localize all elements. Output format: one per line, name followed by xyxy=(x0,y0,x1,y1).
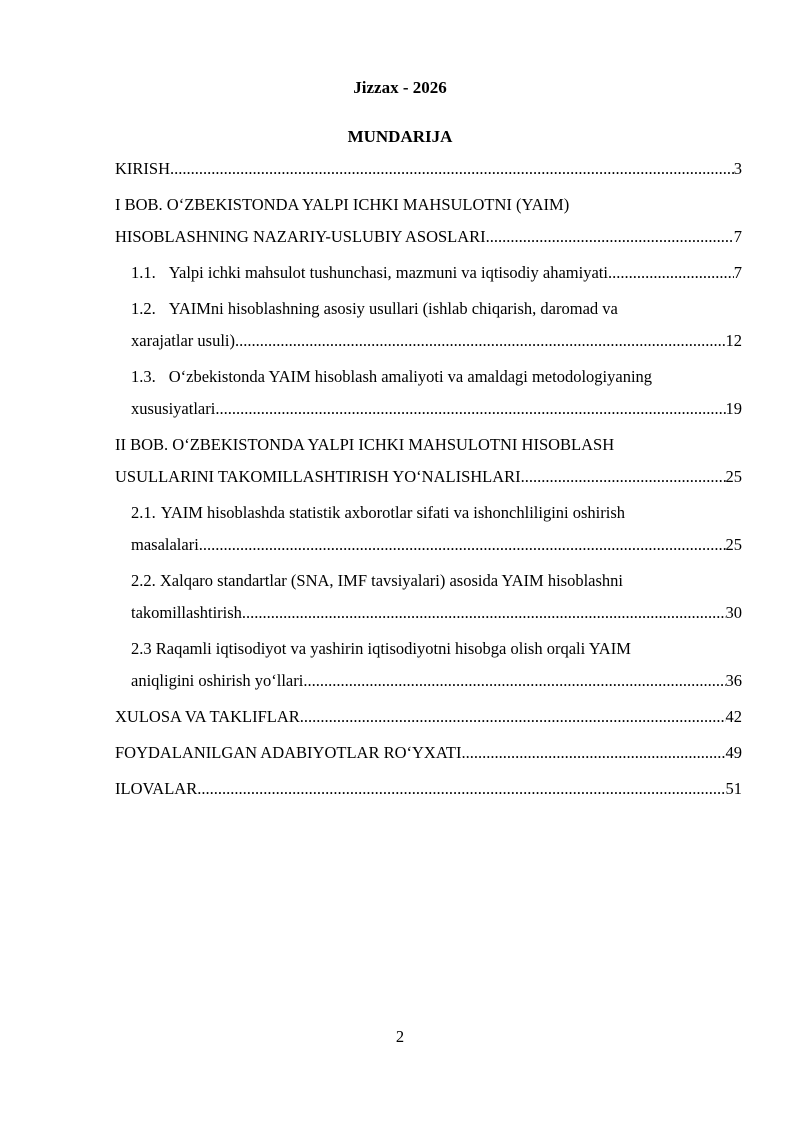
toc-entry-title: FOYDALANILGAN ADABIYOTLAR RO‘YXATI xyxy=(115,743,462,762)
toc-entry-section-2-3[interactable] xyxy=(115,633,742,697)
toc-entry-section-1-1[interactable] xyxy=(115,257,742,289)
dot-leader xyxy=(608,257,734,289)
section-number: 2.1. xyxy=(131,503,156,522)
dot-leader xyxy=(199,529,726,561)
dot-leader xyxy=(486,221,734,253)
dot-leader xyxy=(303,665,725,697)
toc-entry-title: KIRISH xyxy=(115,159,171,178)
toc-entry-title-cont: USULLARINI TAKOMILLASHTIRISH YO‘NALISHLARI xyxy=(115,467,521,486)
toc-page-number: 30 xyxy=(725,603,742,622)
toc-entry-section-2-2[interactable] xyxy=(115,565,742,629)
toc-page-number: 25 xyxy=(725,467,742,486)
dot-leader xyxy=(300,701,726,733)
toc-page-number: 36 xyxy=(725,671,742,690)
toc-entry-section-1-3[interactable] xyxy=(115,361,742,425)
dot-leader xyxy=(242,597,726,629)
toc-entry-title-cont: xususiyatlari xyxy=(131,399,216,418)
toc-page-number: 3 xyxy=(733,159,742,178)
toc-page-number: 25 xyxy=(725,535,742,554)
toc-entry-title-cont: HISOBLASHNING NAZARIY-USLUBIY ASOSLARI xyxy=(115,227,486,246)
toc-entry-ilovalar[interactable] xyxy=(115,773,742,805)
toc-page-number: 19 xyxy=(725,399,742,418)
toc-entry-title: 2.3 Raqamli iqtisodiyot va yashirin iqtisodiyotni hisobga olish orqali YAIM xyxy=(131,639,631,658)
toc-page-number: 51 xyxy=(725,779,742,798)
table-of-contents xyxy=(115,153,742,805)
toc-entry-title: 2.2. Xalqaro standartlar (SNA, IMF tavsiyalari) asosida YAIM hisoblashni xyxy=(131,571,624,590)
city-year-heading: Jizzax - 2026 xyxy=(353,78,447,97)
toc-entry-chapter-1[interactable] xyxy=(115,189,742,253)
toc-entry-title: YAIM hisoblashda statistik axborotlar sifati va ishonchliligini oshirish xyxy=(160,503,625,522)
toc-entry-section-1-2[interactable] xyxy=(115,293,742,357)
toc-entry-kirish[interactable] xyxy=(115,153,742,185)
toc-entry-title: Yalpi ichki mahsulot tushunchasi, mazmuni va iqtisodiy ahamiyati xyxy=(168,263,608,282)
toc-page-number: 7 xyxy=(733,263,742,282)
dot-leader xyxy=(197,773,725,805)
toc-entry-title-cont: takomillashtirish xyxy=(131,603,242,622)
toc-entry-xulosa[interactable] xyxy=(115,701,742,733)
toc-page-number: 49 xyxy=(725,743,742,762)
dot-leader xyxy=(215,393,725,425)
toc-entry-title: YAIMni hisoblashning asosiy usullari (ishlab chiqarish, daromad va xyxy=(168,299,618,318)
page-number: 2 xyxy=(395,1027,405,1046)
dot-leader xyxy=(235,325,726,357)
toc-entry-title: O‘zbekistonda YAIM hisoblash amaliyoti va amaldagi metodologiyaning xyxy=(168,367,653,386)
section-number: 1.3. xyxy=(131,367,156,386)
dot-leader xyxy=(461,737,725,769)
table-of-contents-title: MUNDARIJA xyxy=(347,127,453,146)
toc-page-number: 42 xyxy=(725,707,742,726)
dot-leader xyxy=(521,461,726,493)
toc-page-number: 12 xyxy=(725,331,742,350)
toc-entry-adabiyotlar[interactable] xyxy=(115,737,742,769)
toc-entry-title: ILOVALAR xyxy=(115,779,198,798)
toc-entry-chapter-2[interactable] xyxy=(115,429,742,493)
toc-entry-title: XULOSA VA TAKLIFLAR xyxy=(115,707,300,726)
toc-entry-title: II BOB. O‘ZBEKISTONDA YALPI ICHKI MAHSULOTNI HISOBLASH xyxy=(115,435,615,454)
section-number: 1.2. xyxy=(131,299,156,318)
toc-entry-title: I BOB. O‘ZBEKISTONDA YALPI ICHKI MAHSULOTNI (YAIM) xyxy=(115,195,570,214)
toc-entry-title-cont: aniqligini oshirish yo‘llari xyxy=(131,671,304,690)
toc-entry-title-cont: xarajatlar usuli) xyxy=(131,331,235,350)
section-number: 1.1. xyxy=(131,263,156,282)
toc-page-number: 7 xyxy=(733,227,742,246)
toc-entry-section-2-1[interactable] xyxy=(115,497,742,561)
toc-entry-title-cont: masalalari xyxy=(131,535,199,554)
dot-leader xyxy=(170,153,734,185)
